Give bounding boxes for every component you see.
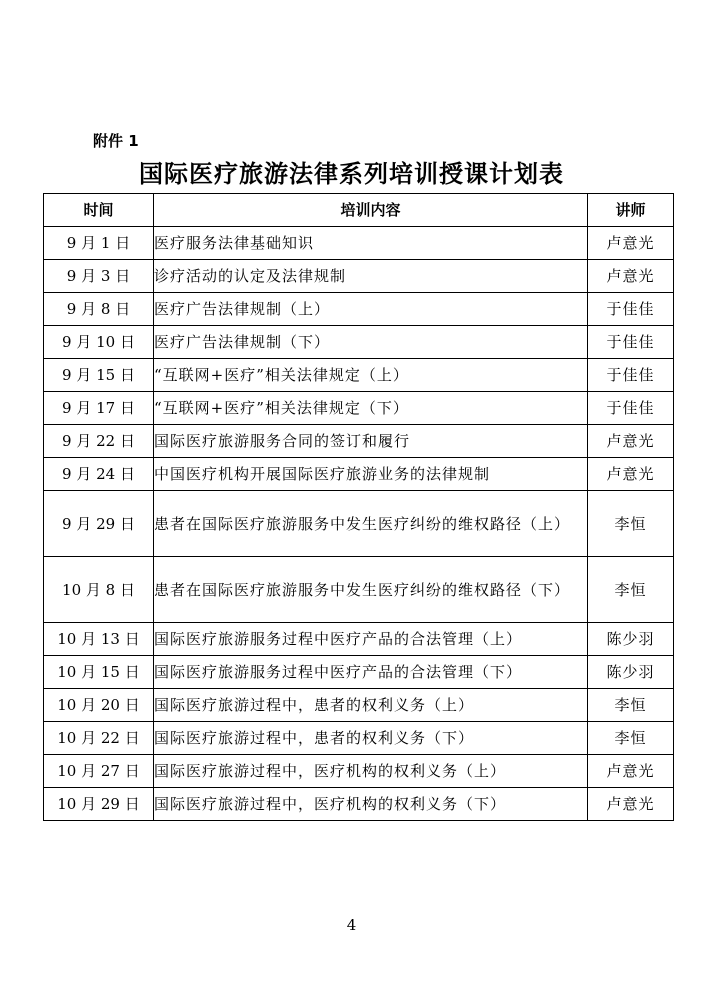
date-cell: 10 月 22 日 <box>44 722 154 755</box>
column-header-content: 培训内容 <box>154 194 588 227</box>
document-title: 国际医疗旅游法律系列培训授课计划表 <box>139 160 564 188</box>
lecturer-cell: 陈少羽 <box>588 656 674 689</box>
column-header-lecturer: 讲师 <box>588 194 674 227</box>
table-row <box>44 557 674 623</box>
date-cell: 10 月 27 日 <box>44 755 154 788</box>
lecturer-cell: 陈少羽 <box>588 623 674 656</box>
lecturer-cell: 卢意光 <box>588 458 674 491</box>
date-cell: 9 月 29 日 <box>44 491 154 557</box>
lecturer-cell: 于佳佳 <box>588 293 674 326</box>
date-cell: 9 月 3 日 <box>44 260 154 293</box>
table-row <box>44 722 674 755</box>
table-row <box>44 656 674 689</box>
table-row <box>44 227 674 260</box>
date-cell: 9 月 22 日 <box>44 425 154 458</box>
table-row <box>44 392 674 425</box>
content-cell: 国际医疗旅游服务过程中医疗产品的合法管理（上） <box>154 623 588 656</box>
lecturer-cell: 卢意光 <box>588 755 674 788</box>
date-cell: 10 月 20 日 <box>44 689 154 722</box>
date-cell: 10 月 15 日 <box>44 656 154 689</box>
content-cell: 国际医疗旅游过程中，患者的权利义务（上） <box>154 689 588 722</box>
date-cell: 9 月 24 日 <box>44 458 154 491</box>
table-row <box>44 359 674 392</box>
table-row <box>44 623 674 656</box>
table-row <box>44 260 674 293</box>
table-row <box>44 755 674 788</box>
date-cell: 10 月 8 日 <box>44 557 154 623</box>
table-row <box>44 458 674 491</box>
lecturer-cell: 于佳佳 <box>588 326 674 359</box>
date-cell: 10 月 29 日 <box>44 788 154 821</box>
content-cell: 医疗广告法律规制（下） <box>154 326 588 359</box>
table-row <box>44 425 674 458</box>
lecturer-cell: 李恒 <box>588 491 674 557</box>
table-row <box>44 689 674 722</box>
lecturer-cell: 卢意光 <box>588 425 674 458</box>
lecturer-cell: 卢意光 <box>588 788 674 821</box>
training-schedule-table <box>43 193 674 821</box>
table-header-row <box>44 194 674 227</box>
table-row <box>44 326 674 359</box>
table-row <box>44 788 674 821</box>
content-cell: 患者在国际医疗旅游服务中发生医疗纠纷的维权路径（下） <box>154 557 588 623</box>
table-row <box>44 293 674 326</box>
content-cell: “互联网+医疗”相关法律规定（下） <box>154 392 588 425</box>
content-cell: 医疗服务法律基础知识 <box>154 227 588 260</box>
lecturer-cell: 李恒 <box>588 557 674 623</box>
attachment-label: 附件 1 <box>93 132 139 150</box>
lecturer-cell: 于佳佳 <box>588 392 674 425</box>
content-cell: 国际医疗旅游过程中，医疗机构的权利义务（上） <box>154 755 588 788</box>
page-number: 4 <box>346 916 357 934</box>
content-cell: 国际医疗旅游过程中，患者的权利义务（下） <box>154 722 588 755</box>
date-cell: 10 月 13 日 <box>44 623 154 656</box>
content-cell: 诊疗活动的认定及法律规制 <box>154 260 588 293</box>
date-cell: 9 月 8 日 <box>44 293 154 326</box>
date-cell: 9 月 10 日 <box>44 326 154 359</box>
table-row <box>44 491 674 557</box>
date-cell: 9 月 15 日 <box>44 359 154 392</box>
lecturer-cell: 于佳佳 <box>588 359 674 392</box>
content-cell: 患者在国际医疗旅游服务中发生医疗纠纷的维权路径（上） <box>154 491 588 557</box>
lecturer-cell: 李恒 <box>588 689 674 722</box>
content-cell: 国际医疗旅游服务过程中医疗产品的合法管理（下） <box>154 656 588 689</box>
column-header-date: 时间 <box>44 194 154 227</box>
date-cell: 9 月 17 日 <box>44 392 154 425</box>
lecturer-cell: 卢意光 <box>588 260 674 293</box>
date-cell: 9 月 1 日 <box>44 227 154 260</box>
content-cell: 中国医疗机构开展国际医疗旅游业务的法律规制 <box>154 458 588 491</box>
content-cell: 国际医疗旅游服务合同的签订和履行 <box>154 425 588 458</box>
lecturer-cell: 卢意光 <box>588 227 674 260</box>
content-cell: “互联网+医疗”相关法律规定（上） <box>154 359 588 392</box>
content-cell: 医疗广告法律规制（上） <box>154 293 588 326</box>
content-cell: 国际医疗旅游过程中，医疗机构的权利义务（下） <box>154 788 588 821</box>
lecturer-cell: 李恒 <box>588 722 674 755</box>
